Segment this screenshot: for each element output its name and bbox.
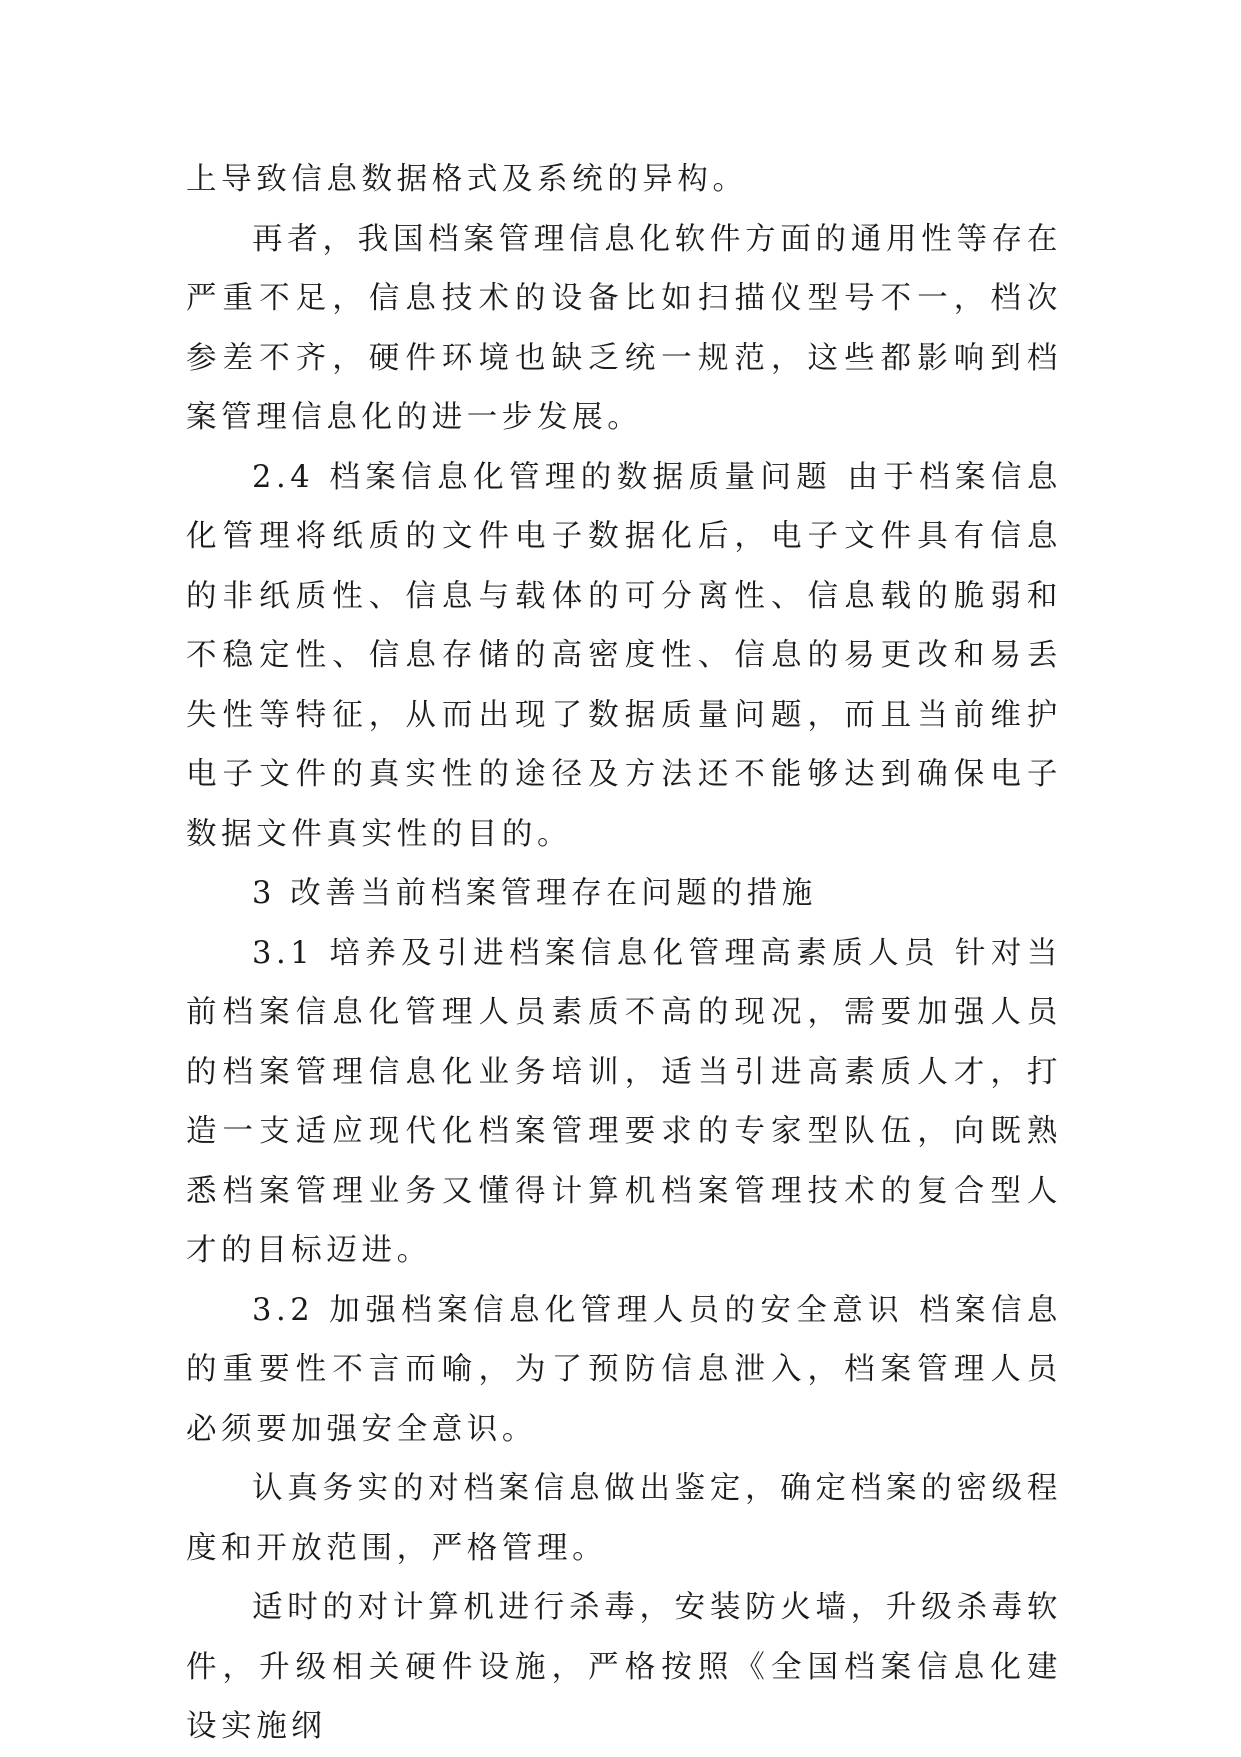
paragraph: 再者，我国档案管理信息化软件方面的通用性等存在严重不足，信息技术的设备比如扫描仪型号不一，档次参差不齐，硬件环境也缺乏统一规范，这些都影响到档案管理信息化的进一步发展。 [186, 221, 1062, 435]
paragraph: 上导致信息数据格式及系统的异构。 [186, 162, 748, 197]
section-3-heading: 3 改善当前档案管理存在问题的措施 [252, 876, 817, 911]
section-3-1-paragraph: 3.1 培养及引进档案信息化管理高素质人员 针对当前档案信息化管理人员素质不高的现况，需要加强人员的档案管理信息化业务培训，适当引进高素质人才，打造一支适应现代化档案管理要求的专家型队伍，向既熟悉档案管理业务又懂得计算机档案管理技术的复合型人才的目标迈进。 [186, 935, 1062, 1268]
body-text [186, 150, 1062, 1757]
section-3-2-paragraph: 3.2 加强档案信息化管理人员的安全意识 档案信息的重要性不言而喻，为了预防信息泄入，档案管理人员必须要加强安全意识。 [186, 1292, 1062, 1447]
paragraph: 适时的对计算机进行杀毒，安装防火墙，升级杀毒软件，升级相关硬件设施，严格按照《全国档案信息化建设实施纲 [186, 1590, 1062, 1744]
paragraph: 认真务实的对档案信息做出鉴定，确定档案的密级程度和开放范围，严格管理。 [186, 1471, 1062, 1566]
section-2-4-paragraph: 2.4 档案信息化管理的数据质量问题 由于档案信息化管理将纸质的文件电子数据化后，电子文件具有信息的非纸质性、信息与载体的可分离性、信息载的脆弱和不稳定性、信息存储的高密度性、信息的易更改和易丢失性等特征，从而出现了数据质量问题，而且当前维护电子文件的真实性的途径及方法还不能够达到确保电子数据文件真实性的目的。 [186, 459, 1062, 852]
